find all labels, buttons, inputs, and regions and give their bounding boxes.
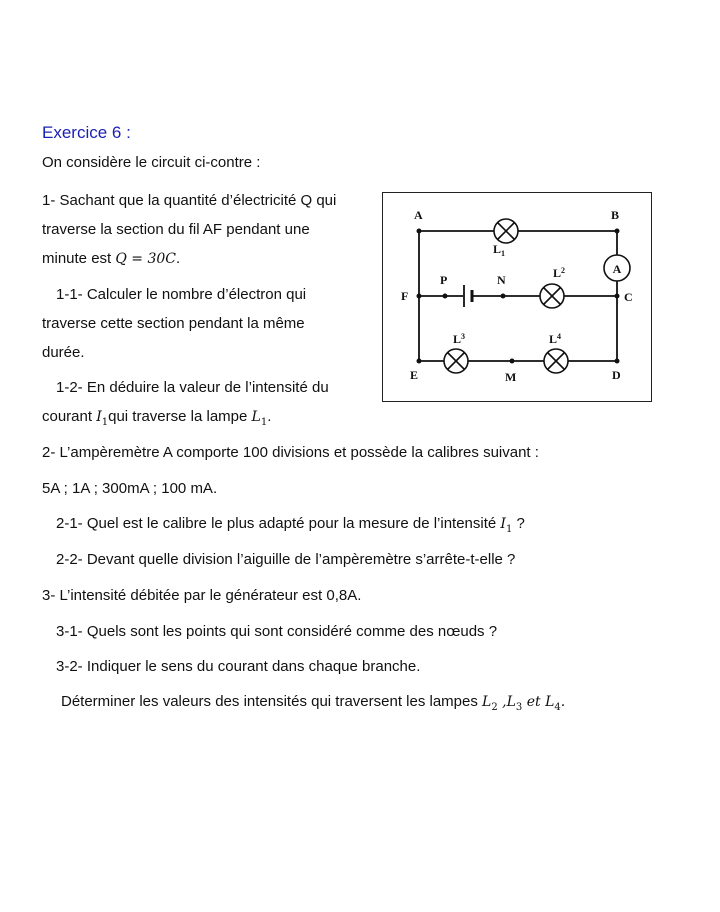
q1-line1: 1- Sachant que la quantité d’électricité Q qui — [42, 192, 337, 209]
node-b-label: B — [611, 208, 620, 222]
lamp-l1-icon — [494, 219, 518, 243]
node-n-label: N — [497, 273, 506, 287]
q3: 3- L’intensité débitée par le générateur est 0,8A. — [42, 587, 362, 604]
node-a-label: A — [414, 208, 423, 222]
var-l2: $L_2$ — [482, 694, 498, 713]
q2-line1: 2- L’ampèremètre A comporte 100 divisions et possède la calibres suivant : — [42, 444, 539, 461]
lamp-l2-label: $L^2$ — [553, 266, 566, 280]
q3-1: 3-1- Quels sont les points qui sont considéré comme des nœuds ? — [56, 623, 498, 640]
q1-line3-text: minute est — [42, 250, 116, 267]
lamp-l4-label: $L^4$ — [549, 332, 562, 346]
intro-text: On considère le circuit ci-contre : — [42, 154, 261, 171]
q1-line3-end: . — [176, 250, 181, 267]
q3-3-text: Déterminer les valeurs des intensités qui traversent les lampes — [61, 693, 483, 710]
lamp-l4-icon — [544, 349, 568, 373]
q1-2-start: courant — [42, 408, 97, 425]
lamp-l3-label: $L^3$ — [453, 332, 466, 346]
var-l3: $L_3$ — [506, 694, 523, 713]
node-p-label: P — [440, 273, 448, 287]
q2-line2: 5A ; 1A ; 300mA ; 100 mA. — [42, 480, 218, 497]
lamp-l1-label: $L_1$ — [493, 242, 506, 258]
q3-2: 3-2- Indiquer le sens du courant dans chaque branche. — [56, 658, 421, 675]
lamp-l2-icon — [540, 284, 564, 308]
node-m-label: M — [505, 370, 517, 384]
q1-2-mid: qui traverse la lampe — [108, 408, 252, 425]
q1-1-line1: 1-1- Calculer le nombre d’électron qui — [56, 286, 307, 303]
q1-line3 — [42, 249, 180, 269]
q2-1-text: 2-1- Quel est le calibre le plus adapté pour la mesure de l’intensité — [56, 515, 501, 532]
q1-1-line2: traverse cette section pendant la même — [42, 315, 305, 332]
q1-2-line2: courant $I_1qui$ traverse la lampe $L_1$. — [42, 408, 272, 428]
node-e-label: E — [410, 368, 419, 382]
var-i1: $I_1$ — [96, 409, 109, 428]
q2-2: 2-2- Devant quelle division l’aiguille de l’ampèremètre s’arrête-t-elle ? — [56, 551, 516, 568]
circuit-diagram — [382, 192, 652, 402]
q3-3: Déterminer les valeurs des intensités qui traversent les lampes $L_2$ $,L_3$ et $L_4$. — [61, 693, 566, 713]
exercise-title: Exercice 6 : — [42, 123, 131, 142]
var-i1-b: $I_1$ — [500, 516, 513, 535]
q1-line2: traverse la section du fil AF pendant une — [42, 221, 310, 238]
node-c-label: C — [624, 290, 633, 304]
node-d-label: D — [612, 368, 621, 382]
generator-icon — [464, 285, 472, 307]
lamp-l3-icon — [444, 349, 468, 373]
ammeter-label: A — [612, 262, 622, 276]
node-f-label: F — [401, 289, 409, 303]
var-l4: $L_4$ — [545, 694, 561, 713]
q1-1-line3: durée. — [42, 344, 85, 361]
q1-formula: Q = 30C — [115, 251, 177, 267]
q2-1: 2-1- Quel est le calibre le plus adapté pour la mesure de l’intensité $I_1$ ? — [56, 515, 525, 535]
var-l1: $L_1$ — [251, 409, 268, 428]
circuit-svg — [383, 193, 651, 401]
q1-2-line1: 1-2- En déduire la valeur de l’intensité du — [56, 379, 329, 396]
